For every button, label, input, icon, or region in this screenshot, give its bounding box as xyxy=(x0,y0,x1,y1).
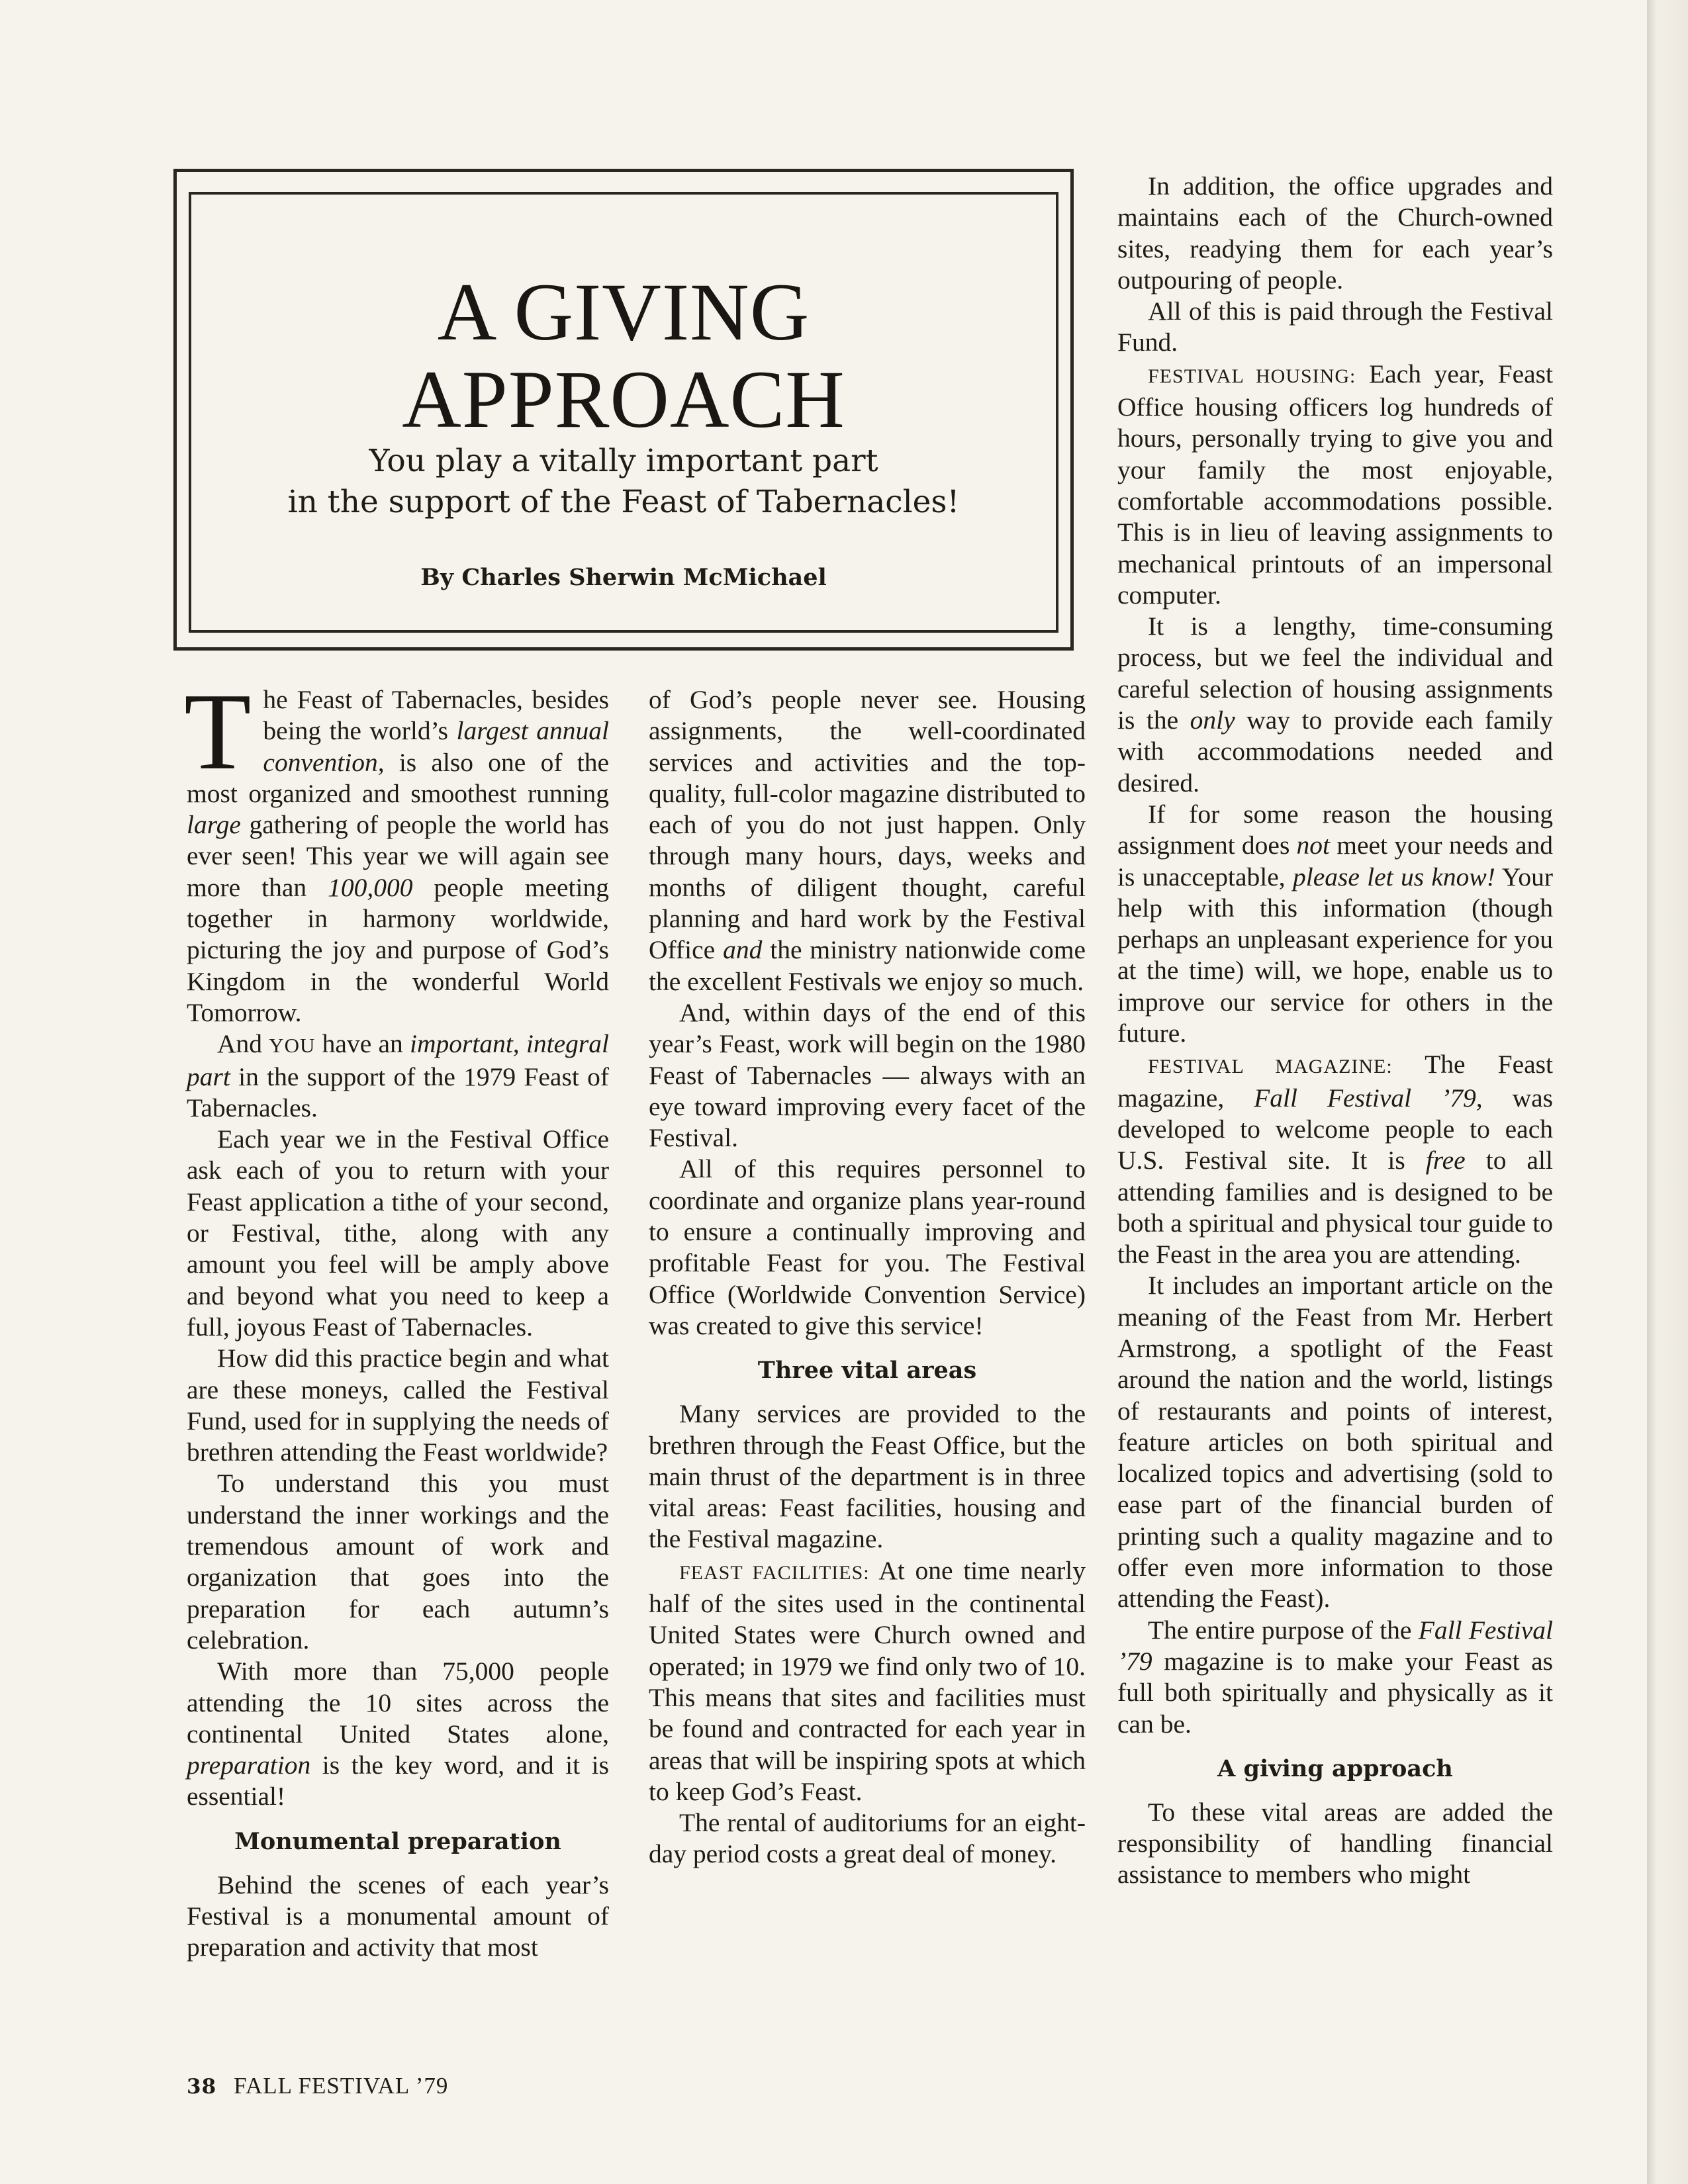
paragraph xyxy=(1117,799,1553,1049)
page-footer xyxy=(187,2073,448,2099)
text: of God’s people never see. Housing assignments, the well-coordinated services and activities and the top-quality, full-color magazine distributed to each of you do not just happen. Only through many hours, days, weeks and months of diligent thought, careful planning and hard work by the Festival Office xyxy=(649,685,1086,965)
text: The entire purpose of the xyxy=(1148,1615,1419,1645)
text: was developed to welcome people to each U.S. Festival site. It is xyxy=(1117,1083,1554,1175)
emphasis: largest annual convention, xyxy=(263,716,610,777)
text: Your help with this information (though perhaps an unpleasant experience for you at the time) will, we hope, enable us to improve our service for others in the future. xyxy=(1117,862,1553,1048)
emphasis: preparation xyxy=(187,1751,311,1780)
run-in-label: FESTIVAL HOUSING: xyxy=(1148,365,1356,387)
page-gutter-shadow xyxy=(1647,0,1688,2184)
run-in-label: FESTIVAL MAGAZINE: xyxy=(1148,1056,1393,1078)
emphasis: important, integral part xyxy=(187,1029,609,1091)
publication-name: FALL FESTIVAL ’79 xyxy=(234,2073,449,2099)
paragraph xyxy=(1117,1049,1553,1270)
text: It is a lengthy, time-consuming process, but we feel the individual and careful selection of housing assignments is the xyxy=(1117,612,1553,735)
text: gathering of people the world has ever seen! This year we will again see more than xyxy=(187,810,609,902)
text: have an xyxy=(315,1029,410,1059)
drop-cap: T xyxy=(184,670,252,792)
column-3 xyxy=(1117,171,1553,1891)
article-title xyxy=(191,269,1056,443)
text: If for some reason the housing assignment does xyxy=(1117,799,1553,860)
subtitle-line-2: in the support of the Feast of Tabernacles! xyxy=(287,484,960,520)
text: And xyxy=(217,1029,269,1059)
paragraph: Behind the scenes of each year’s Festival is a monumental amount of preparation and activity that most xyxy=(187,1870,609,1962)
paragraph xyxy=(1117,1615,1553,1740)
emphasis: please let us know! xyxy=(1292,862,1495,891)
section-heading: Three vital areas xyxy=(757,1357,977,1385)
paragraph xyxy=(187,1028,609,1124)
paragraph: To understand this you must understand the inner workings and the tremendous amount of work and organization that goes into the preparation for each autumn’s celebration. xyxy=(187,1469,609,1655)
paragraph: And, within days of the end of this year’s Feast, work will begin on the 1980 Feast of Tabernacles — always with an eye toward improving every facet of the Festival. xyxy=(649,997,1086,1153)
paragraph: The rental of auditoriums for an eight-day period costs a great deal of money. xyxy=(649,1808,1086,1869)
emphasis: Fall Festival ’79, xyxy=(1254,1083,1483,1113)
column-2 xyxy=(649,684,1086,1870)
subtitle-line-1: You play a vitally important part xyxy=(369,443,878,479)
text: With more than 75,000 people attending the 10 sites across the continental United States alone, xyxy=(187,1657,609,1749)
text: in the support of the 1979 Feast of Tabernacles. xyxy=(187,1062,609,1122)
text: At one time nearly half of the sites used in the continental United States were Church owned and operated; in 1979 we find only two of 10. This means that sites and facilities must be found and contracted for each year in areas that will be inspiring spots at which to keep God’s Feast. xyxy=(649,1555,1086,1806)
paragraph xyxy=(649,684,1086,997)
emphasis: large xyxy=(187,810,241,840)
emphasis: 100,000 xyxy=(328,872,413,902)
page-number: 38 xyxy=(187,2075,217,2099)
text: people meeting together in harmony worldwide, picturing the joy and purpose of God’s Kingdom in the wonderful World Tomorrow. xyxy=(187,872,610,1027)
text: to all attending families and is designed to be both a spiritual and physical tour guide to the Feast in the area you are attending. xyxy=(1117,1146,1553,1269)
byline: By Charles Sherwin McMichael xyxy=(420,564,827,591)
paragraph xyxy=(1117,359,1553,611)
paragraph xyxy=(184,670,610,1028)
paragraph xyxy=(1117,611,1553,799)
text: is the key word, and it is essential! xyxy=(187,1751,609,1811)
paragraph xyxy=(187,1656,609,1812)
title-box xyxy=(173,169,1074,651)
article-title-line-1: A GIVING xyxy=(437,267,810,357)
paragraph: To these vital areas are added the responsibility of handling financial assistance to members who might xyxy=(1117,1797,1553,1889)
article-title-line-2: APPROACH xyxy=(402,354,845,445)
section-heading: Monumental preparation xyxy=(234,1827,561,1855)
text: way to provide each family with accommodations needed and desired. xyxy=(1117,705,1553,797)
run-in-label: FEAST FACILITIES: xyxy=(679,1561,870,1584)
text: The Feast magazine, xyxy=(1117,1050,1554,1113)
article-subtitle xyxy=(191,441,1056,523)
text: the ministry nationwide come the excellent Festivals we enjoy so much. xyxy=(649,935,1086,996)
text: meet your needs and is unacceptable, xyxy=(1117,831,1553,891)
emphasis: not xyxy=(1296,831,1331,860)
column-1 xyxy=(184,670,610,1964)
paragraph: In addition, the office upgrades and maintains each of the Church-owned sites, readying them for each year’s outpouring of people. xyxy=(1117,171,1553,295)
paragraph xyxy=(649,1555,1086,1807)
paragraph: All of this is paid through the Festival Fund. xyxy=(1117,296,1553,357)
emphasis: and xyxy=(723,935,763,965)
title-box-inner-frame xyxy=(189,192,1058,633)
emphasis: Fall Festival ’79 xyxy=(1117,1615,1553,1676)
paragraph: All of this requires personnel to coordinate and organize plans year-round to ensure a continually improving and profitable Feast for you. The Festival Office (Worldwide Convention Service) was created to give this service! xyxy=(649,1154,1086,1340)
text: he Feast of Tabernacles, besides being the world’s xyxy=(263,685,609,746)
paragraph: How did this practice begin and what are these moneys, called the Festival Fund, used for in supplying the needs of brethren attending the Feast worldwide? xyxy=(187,1343,609,1467)
text: Each year, Feast Office housing officers log hundreds of hours, personally trying to give you and your family the most enjoyable, comfortable accommodations possible. This is in lieu of leaving assignments to mechanical printouts of an impersonal computer. xyxy=(1117,359,1553,610)
paragraph: It includes an important article on the meaning of the Feast from Mr. Herbert Armstrong, a spotlight of the Feast around the nation and the world, listings of restaurants and points of interest, feature articles on both spiritual and localized topics and advertising (sold to ease part of the financial burden of printing such a quality magazine and to offer even more information to those attending the Feast). xyxy=(1117,1271,1553,1614)
emphasis: free xyxy=(1425,1146,1466,1175)
paragraph: Each year we in the Festival Office ask each of you to return with your Feast application a tithe of your second, or Festival, tithe, along with any amount you feel will be amply above and beyond what you need to keep a full, joyous Feast of Tabernacles. xyxy=(187,1124,609,1342)
paragraph: Many services are provided to the brethren through the Feast Office, but the main thrust of the department is in three vital areas: Feast facilities, housing and the Festival magazine. xyxy=(649,1399,1086,1554)
text: is also one of the most organized and smoothest running xyxy=(187,747,609,808)
emphasis: only xyxy=(1190,705,1235,735)
section-heading: A giving approach xyxy=(1217,1754,1453,1782)
small-caps: YOU xyxy=(269,1034,316,1058)
text: magazine is to make your Feast as full both spiritually and physically as it can be. xyxy=(1117,1646,1553,1739)
